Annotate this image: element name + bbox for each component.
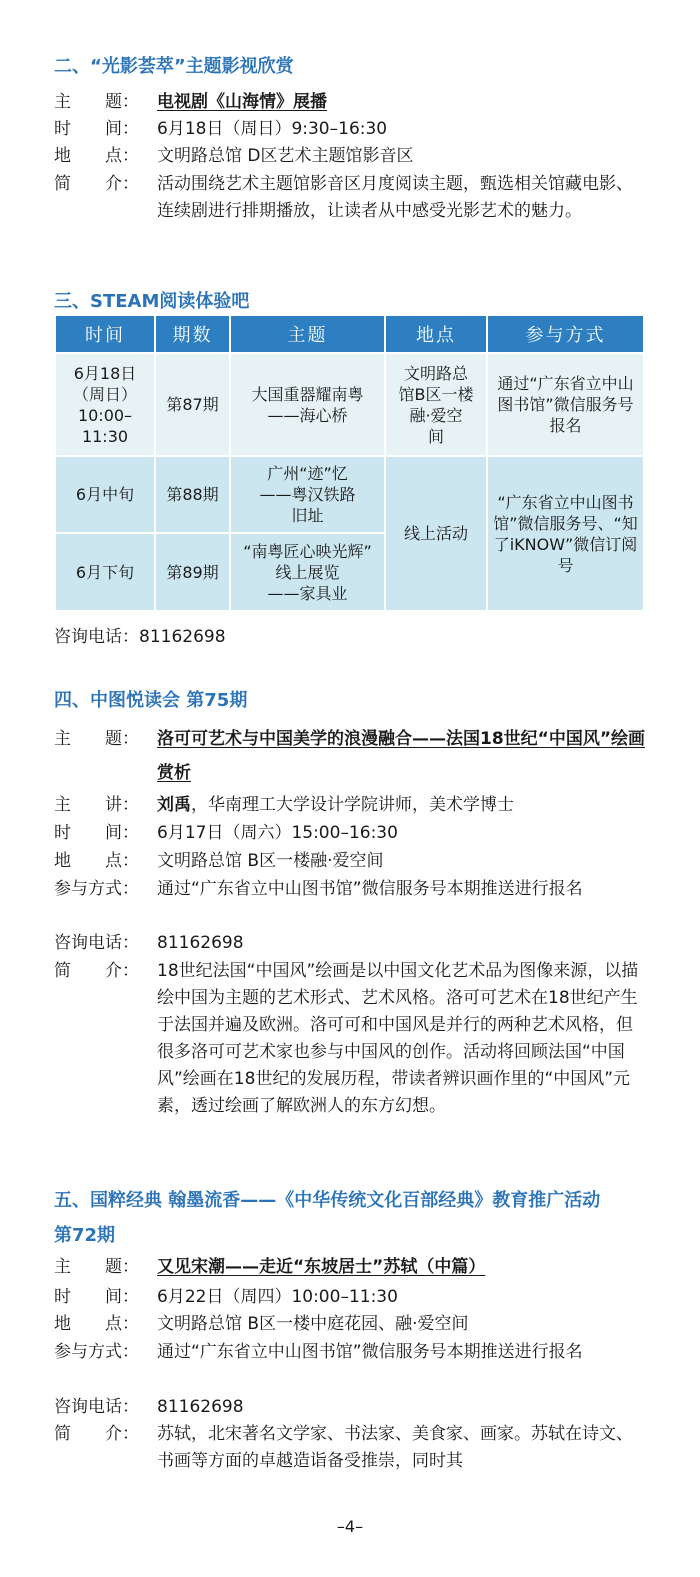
table-row	[55, 353, 644, 456]
steam-schedule-table	[54, 314, 645, 612]
section4-place: 文明路总馆 B区一楼融·爱空间	[157, 851, 384, 871]
intro-label: 简 介：	[54, 1424, 139, 1444]
section4-topic: 洛可可艺术与中国美学的浪漫融合——法国18世纪“中国风”绘画赏析	[157, 729, 646, 783]
section4-method-row	[54, 876, 648, 903]
cell-place: 线上活动	[385, 456, 487, 611]
page-number: –4–	[336, 1517, 364, 1536]
section4-method: 通过“广东省立中山图书馆”微信服务号本期推送进行报名	[157, 879, 583, 899]
section4-phone: 81162698	[157, 933, 244, 953]
time-label: 时 间：	[54, 119, 139, 139]
intro-label: 简 介：	[54, 174, 139, 194]
cell-theme: 大国重器耀南粤 ——海心桥	[230, 353, 385, 456]
method-label: 参与方式：	[54, 1342, 139, 1362]
cell-method: 通过“广东省立中山图书馆”微信服务号报名	[487, 353, 644, 456]
section5-intro: 苏轼，北宋著名文学家、书法家、美食家、画家。苏轼在诗文、书画等方面的卓越造诣备受推崇，同时其	[157, 1424, 633, 1471]
section4-phone-row	[54, 930, 648, 957]
section4-intro-row	[54, 958, 648, 1120]
table-row	[55, 456, 644, 533]
speaker-label: 主 讲：	[54, 795, 139, 815]
place-label: 地 点：	[54, 146, 139, 166]
phone-label: 咨询电话：	[54, 933, 139, 953]
section2-place: 文明路总馆 D区艺术主题馆影音区	[157, 146, 414, 166]
section5-phone: 81162698	[157, 1397, 244, 1417]
cell-theme: “南粤匠心映光辉” 线上展览 ——家具业	[230, 533, 385, 611]
place-label: 地 点：	[54, 851, 139, 871]
cell-theme: 广州“迹”忆 ——粤汉铁路 旧址	[230, 456, 385, 533]
intro-label: 简 介：	[54, 961, 139, 981]
section3-title: 三、STEAM阅读体验吧	[54, 291, 250, 312]
section3-phone-row	[54, 624, 226, 651]
section4-topic-row	[54, 722, 648, 790]
topic-label: 主 题：	[54, 92, 139, 112]
time-label: 时 间：	[54, 1287, 139, 1307]
section2-time-row	[54, 116, 648, 143]
header-theme: 主题	[230, 315, 385, 353]
section5-method: 通过“广东省立中山图书馆”微信服务号本期推送进行报名	[157, 1342, 583, 1362]
time-label: 时 间：	[54, 823, 139, 843]
phone-label: 咨询电话：	[54, 627, 139, 647]
place-label: 地 点：	[54, 1314, 139, 1334]
section5-title: 五、国粹经典 翰墨流香——《中华传统文化百部经典》教育推广活动	[54, 1190, 601, 1211]
cell-issue: 第89期	[155, 533, 230, 611]
cell-time: 6月18日 （周日） 10:00–11:30	[55, 353, 155, 456]
section2-topic: 电视剧《山海情》展播	[157, 92, 327, 112]
cell-place: 文明路总 馆B区一楼 融·爱空 间	[385, 353, 487, 456]
section4-time-row	[54, 820, 648, 847]
header-time: 时间	[55, 315, 155, 353]
section5-place: 文明路总馆 B区一楼中庭花园、融·爱空间	[157, 1314, 469, 1334]
cell-issue: 第87期	[155, 353, 230, 456]
section2-intro-row	[54, 171, 648, 225]
header-issue: 期数	[155, 315, 230, 353]
section4-title: 四、中图悦读会 第75期	[54, 690, 248, 711]
section5-topic: 又见宋潮——走近“东坡居士”苏轼（中篇）	[157, 1257, 486, 1277]
table-header-row	[55, 315, 644, 353]
cell-method: “广东省立中山图书馆”微信服务号、“知了iKNOW”微信订阅号	[487, 456, 644, 611]
section5-time-row	[54, 1284, 648, 1311]
speaker-desc: ，华南理工大学设计学院讲师，美术学博士	[191, 795, 514, 815]
section2-intro: 活动围绕艺术主题馆影音区月度阅读主题，甄选相关馆藏电影、连续剧进行排期播放，让读者从中感受光影艺术的魅力。	[157, 174, 633, 221]
section5-time: 6月22日（周四）10:00–11:30	[157, 1287, 398, 1307]
topic-label: 主 题：	[54, 1257, 139, 1277]
topic-label: 主 题：	[54, 729, 139, 749]
section5-topic-row	[54, 1254, 648, 1281]
section5-method-row	[54, 1339, 648, 1366]
section5-phone-row	[54, 1394, 648, 1421]
method-label: 参与方式：	[54, 879, 139, 899]
section2-time: 6月18日（周日）9:30–16:30	[157, 119, 388, 139]
speaker-name: 刘禹	[157, 795, 191, 815]
section4-time: 6月17日（周六）15:00–16:30	[157, 823, 398, 843]
cell-issue: 第88期	[155, 456, 230, 533]
section5-intro-row	[54, 1421, 648, 1475]
section4-place-row	[54, 848, 648, 875]
cell-time: 6月中旬	[55, 456, 155, 533]
section5-place-row	[54, 1311, 648, 1338]
section3-phone: 81162698	[139, 627, 226, 647]
phone-label: 咨询电话：	[54, 1397, 139, 1417]
section2-topic-row	[54, 89, 648, 116]
section2-title: 二、“光影荟萃”主题影视欣赏	[54, 56, 294, 77]
section2-place-row	[54, 143, 648, 170]
header-method: 参与方式	[487, 315, 644, 353]
cell-time: 6月下旬	[55, 533, 155, 611]
section4-intro: 18世纪法国“中国风”绘画是以中国文化艺术品为图像来源，以描绘中国为主题的艺术形式、艺术风格。洛可可艺术在18世纪产生于法国并遍及欧洲。洛可可和中国风是并行的两种艺术风格，但很多洛可可艺术家也参与中国风的创作。活动将回顾法国“中国风”绘画在18世纪的发展历程，带读者辨识画作里的“中国风”元素，透过绘画了解欧洲人的东方幻想。	[157, 961, 639, 1116]
section5-title-issue: 第72期	[54, 1225, 116, 1246]
header-place: 地点	[385, 315, 487, 353]
section4-speaker-row	[54, 792, 648, 819]
